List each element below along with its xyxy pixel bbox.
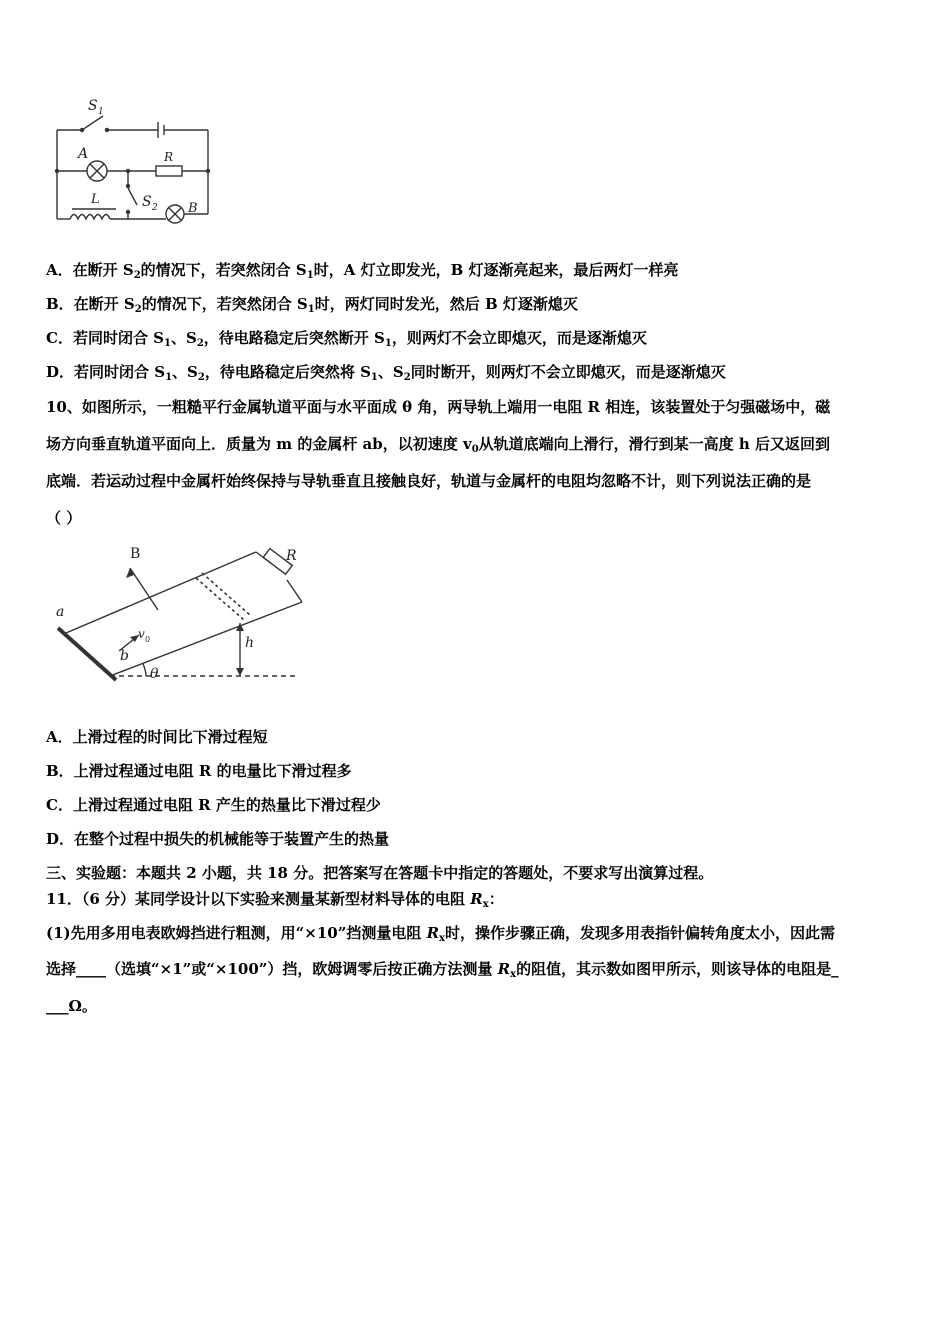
label-a: A xyxy=(78,146,89,162)
q9-option-b: B．在断开 $S_2$的情况下，若突然闭合 $S_1$时，两灯同时发光，然后 B 灯逐渐熄灭 xyxy=(46,295,578,315)
label-b-field: B xyxy=(130,546,141,562)
q10-option-b: B．上滑过程通过电阻 R 的电量比下滑过程多 xyxy=(46,762,352,780)
label-s1-sub: 1 xyxy=(98,107,104,117)
label-b: b xyxy=(120,648,129,664)
q10-stem-line3: 底端．若运动过程中金属杆始终保持与导轨垂直且接触良好，轨道与金属杆的电阻均忽略不计，则下列说法正确的是 xyxy=(46,472,812,490)
label-l: L xyxy=(91,192,100,207)
section-3-heading: 三、实验题：本题共 2 小题，共 18 分。把答案写在答题卡中指定的答题处，不要求写出演算过程。 xyxy=(46,864,714,882)
label-s2: S xyxy=(142,194,152,210)
q10-stem-line2: 场方向垂直轨道平面向上．质量为 m 的金属杆 ab，以初速度 $v_0$从轨道底端向上滑行，滑行到某一高度 h 后又返回到 xyxy=(46,435,831,455)
q11-part1-line1: (1)先用多用电表欧姆挡进行粗测，用“×10”挡测量电阻 $R_x$时，操作步骤正确，发现多用表指针偏转角度太小，因此需 xyxy=(46,924,836,944)
label-s1: S xyxy=(88,98,98,114)
q10-option-d: D．在整个过程中损失的机械能等于装置产生的热量 xyxy=(46,830,390,848)
label-r: R xyxy=(286,548,297,564)
label-a: a xyxy=(56,604,65,620)
q10-option-c: C．上滑过程通过电阻 R 产生的热量比下滑过程少 xyxy=(46,796,381,814)
circuit-figure xyxy=(46,92,226,227)
label-r: R xyxy=(164,150,174,164)
q10-stem-line1: 10、如图所示，一粗糙平行金属轨道平面与水平面成 θ 角，两导轨上端用一电阻 R 相连，该装置处于匀强磁场中，磁 xyxy=(46,398,831,416)
q9-option-d: D．若同时闭合 $S_1$、$S_2$，待电路稳定后突然将 $S_1$、$S_2$同时断开，则两灯不会立即熄灭，而是逐渐熄灭 xyxy=(46,363,726,383)
q10-option-a: A．上滑过程的时间比下滑过程短 xyxy=(46,728,268,746)
label-b: B xyxy=(188,201,198,216)
label-h: h xyxy=(245,635,255,651)
label-v-sub: 0 xyxy=(145,635,151,644)
q11-stem-line1: 11．（6 分）某同学设计以下实验来测量某新型材料导体的电阻 $R_x$： xyxy=(46,890,504,910)
q10-stem-line4: （ ） xyxy=(46,509,82,527)
label-v: v xyxy=(138,627,145,641)
label-theta: θ xyxy=(150,666,159,682)
q9-option-c: C．若同时闭合 $S_1$、$S_2$，待电路稳定后突然断开 $S_1$，则两灯不会立即熄灭，而是逐渐熄灭 xyxy=(46,329,647,349)
q9-option-a: A．在断开 $S_2$的情况下，若突然闭合 $S_1$时，A 灯立即发光，B 灯逐渐亮起来，最后两灯一样亮 xyxy=(46,261,679,281)
q11-part1-line3: ___Ω。 xyxy=(46,997,97,1015)
incline-figure xyxy=(46,540,316,685)
q11-part1-line2: 选择____（选填“×1”或“×100”）挡，欧姆调零后按正确方法测量 $R_x$的阻值，其示数如图甲所示，则该导体的电阻是_ xyxy=(46,960,839,980)
label-s2-sub: 2 xyxy=(152,203,158,213)
